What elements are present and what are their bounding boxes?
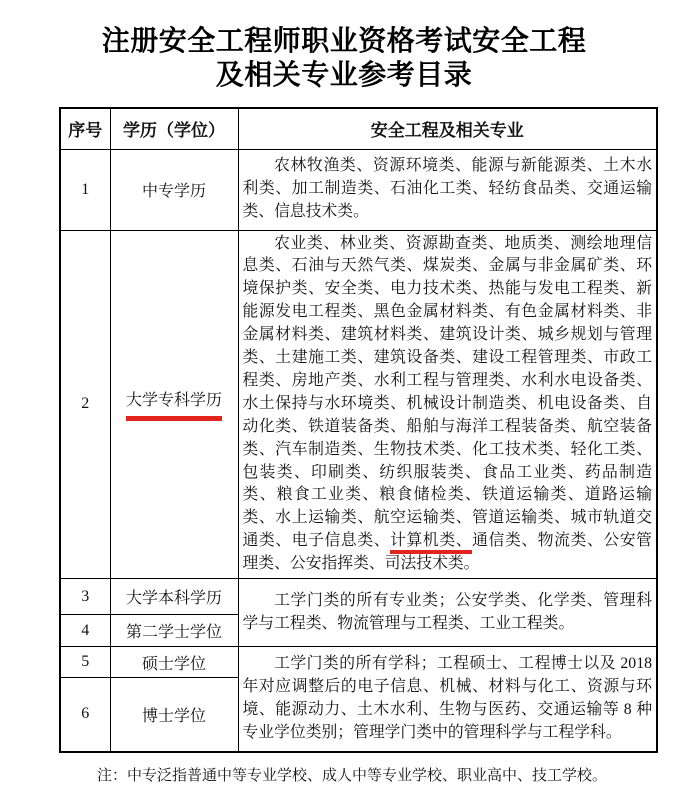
majors-cell-merged-5-6: [238, 647, 657, 752]
education-cell: 大学本科学历: [110, 579, 238, 615]
col-header-index: 序号: [60, 108, 110, 149]
majors-text: 工学门类的所有学科；工程硕士、工程博士以及 2018 年对应调整后的电子信息、机械、材料与化工、资源与环境、能源动力、土木水利、生物与医药、交通运输等 8 种专业学位类别；管理学门类中的管理科学与工程学科。: [242, 655, 652, 741]
majors-text: [243, 233, 653, 577]
col-header-education: 学历（学位）: [110, 108, 238, 149]
title-line-1: 注册安全工程师职业资格考试安全工程: [101, 25, 587, 56]
header-row: [60, 108, 657, 149]
row-index-cell: 1: [60, 149, 110, 230]
majors-text-before: 农业类、林业类、资源勘查类、地质类、测绘地理信息类、石油与天然气类、煤炭类、金属与非金属矿类、环境保护类、安全类、电力技术类、热能与发电工程类、新能源发电工程类、黑色金属材料类、有色金属材料类、非金属材料类、建筑材料类、建筑设计类、城乡规划与管理类、土建施工类、建筑设备类、建设工程管理类、市政工程类、房地产类、水利工程与管理类、水利水电设备类、水土保持与水环境类、机械设计制造类、机电设备类、自动化类、铁道装备类、船舶与海洋工程装备类、航空装备类、汽车制造类、生物技术类、化工技术类、轻化工类、包装类、印刷类、纺织服装类、食品工业类、药品制造类、粮食工业类、粮食储检类、铁道运输类、道路运输类、水上运输类、航空运输类、管道运输类、城市轨道交通类、电子信息类、: [242, 234, 652, 550]
table-row: [60, 579, 657, 615]
majors-text: 农林牧渔类、资源环境类、能源与新能源类、土木水利类、加工制造类、石油化工类、轻纺食品类、交通运输类、信息技术类。: [242, 157, 652, 220]
education-cell: 中专学历: [110, 149, 238, 230]
education-cell: 硕士学位: [110, 647, 238, 678]
majors-text-after: 通信类、物流类、公安管理类、公安指挥类、司法技术类。: [242, 532, 652, 573]
row-index-cell: 6: [60, 678, 110, 752]
majors-text: 工学门类的所有专业类；公安学类、化学类、管理科学与工程类、物流管理与工程类、工业工程类。: [242, 591, 652, 632]
row-index-cell: 4: [60, 615, 110, 647]
title-line-2: 及相关专业参考目录: [215, 59, 473, 90]
footnote: 注：中专泛指普通中等专业学校、成人中等专业学校、职业高中、技工学校。: [97, 767, 608, 784]
col-header-majors: 安全工程及相关专业: [238, 108, 657, 149]
education-cell: 第二学士学位: [110, 615, 238, 647]
reference-table: [59, 107, 658, 753]
row-index-cell: 3: [60, 579, 110, 615]
row-index-cell: 2: [60, 230, 110, 579]
majors-cell: [238, 230, 657, 579]
table-row: [60, 149, 657, 230]
majors-cell: [238, 149, 657, 230]
education-cell: [110, 230, 238, 579]
education-cell: 博士学位: [110, 678, 238, 752]
table-row: [60, 230, 657, 579]
computer-major-red-underline: 计算机类、: [390, 532, 472, 554]
education-red-underline: 大学专科学历: [126, 387, 222, 421]
row-index-cell: 5: [60, 647, 110, 678]
table-row: [60, 647, 657, 678]
majors-cell-merged-3-4: [238, 579, 657, 647]
page-title: [0, 24, 688, 92]
